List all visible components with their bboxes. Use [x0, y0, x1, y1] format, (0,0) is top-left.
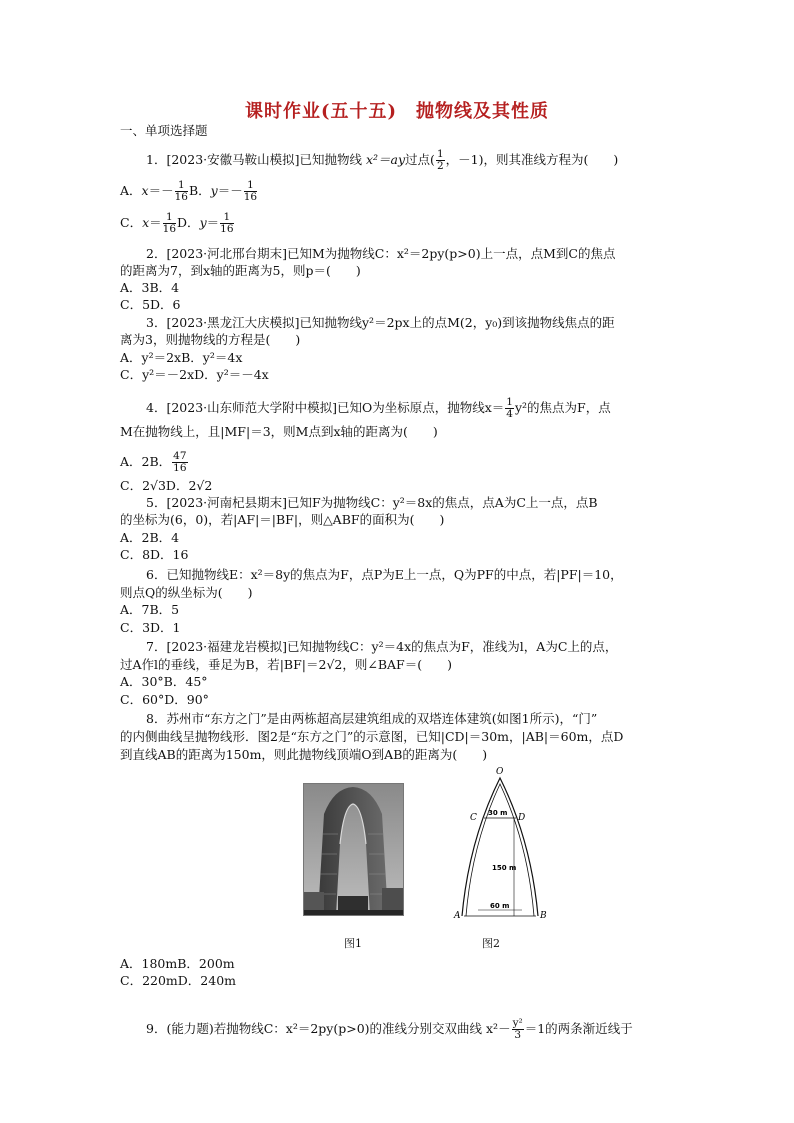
- figure-1-photo: [303, 783, 404, 916]
- question-7-line-1: 7．[2023·福建龙岩模拟]已知抛物线C：y²＝4x的焦点为F，准线为l，A为C上的点，: [146, 639, 618, 654]
- question-8-line-1: 8．苏州市“东方之门”是由两栋超高层建筑组成的双塔连体建筑(如图1所示)，“门”: [146, 711, 598, 726]
- question-4-line-2: M在抛物线上，且|MF|＝3，则M点到x轴的距离为( ): [120, 424, 438, 439]
- label-A: A: [454, 911, 461, 921]
- question-3-options-ab: A．y²＝2xB．y²＝4x: [120, 350, 243, 365]
- label-C: C: [470, 813, 477, 823]
- fraction: $\frac{1}{2}$: [436, 148, 444, 172]
- question-6-line-2: 则点Q的纵坐标为( ): [120, 585, 253, 600]
- label-D: D: [518, 813, 526, 823]
- question-8-line-2: 的内侧曲线呈抛物线形．图2是“东方之门”的示意图，已知|CD|＝30m，|AB|＝60m，点D: [120, 729, 624, 744]
- question-1-stem: 1．[2023·安徽马鞍山模拟]已知抛物线 x²＝ay过点( $\frac{1}{2}$ ，－1)，则其准线方程为( ): [146, 148, 619, 172]
- question-2-line-2: 的距离为7，到x轴的距离为5，则p＝( ): [120, 263, 361, 278]
- question-8-line-3: 到直线AB的距离为150m，则此抛物线顶端O到AB的距离为( ): [120, 747, 488, 762]
- question-5-options-ab: A．2B．4: [120, 530, 180, 545]
- question-7-options-cd: C．60°D．90°: [120, 692, 209, 707]
- question-8-options-ab: A．180mB．200m: [120, 956, 235, 971]
- page-title: 课时作业(五十五) 抛物线及其性质: [244, 101, 550, 122]
- question-1-options-ab: A．x＝－ $\frac{1}{16}$ B．y＝－ $\frac{1}{16}$: [120, 179, 258, 203]
- question-6-options-ab: A．7B．5: [120, 602, 180, 617]
- question-6-line-1: 6．已知抛物线E：x²＝8y的焦点为F，点P为E上一点，Q为PF的中点，若|PF|＝10，: [146, 567, 623, 582]
- question-4-options-ab: A．2B． $\frac{47}{16}$: [120, 450, 187, 474]
- question-5-line-2: 的坐标为(6，0)，若|AF|＝|BF|，则△ABF的面积为( ): [120, 512, 445, 527]
- fraction: $\frac{1}{16}$: [174, 179, 188, 203]
- question-7-line-2: 过A作l的垂线，垂足为B，若|BF|＝2√2，则∠BAF＝( ): [120, 657, 452, 672]
- label-cd-length: 30 m: [488, 809, 508, 817]
- figure-1-caption: 图1: [344, 937, 362, 950]
- fraction: $\frac{47}{16}$: [173, 450, 187, 474]
- figure-2-caption: 图2: [482, 937, 500, 950]
- parabola-diagram: [452, 766, 548, 926]
- label-B: B: [540, 911, 547, 921]
- question-3-line-1: 3．[2023·黑龙江大庆模拟]已知抛物线y²＝2px上的点M(2，y₀)到该抛物线焦点的距: [146, 315, 615, 330]
- figure-2-diagram: [452, 766, 548, 926]
- question-5-options-cd: C．8D．16: [120, 547, 189, 562]
- question-3-line-2: 离为3，则抛物线的方程是( ): [120, 332, 301, 347]
- label-O: O: [496, 767, 504, 777]
- fraction: $\frac{\text{y²}}{3}$: [512, 1017, 523, 1041]
- label-height: 150 m: [492, 864, 517, 872]
- question-3-options-cd: C．y²＝－2xD．y²＝－4x: [120, 367, 269, 382]
- question-9-line-1: 9．(能力题)若抛物线C：x²＝2py(p>0)的准线分别交双曲线 x²－ $\frac{\text{y²}}{3}$ ＝1的两条渐近线于: [146, 1017, 633, 1041]
- question-4-options-cd: C．2√3D．2√2: [120, 478, 213, 493]
- fraction: $\frac{1}{16}$: [220, 211, 234, 235]
- label-ab-length: 60 m: [490, 902, 510, 910]
- question-4-line-1: 4．[2023·山东师范大学附中模拟]已知O为坐标原点，抛物线x＝ $\frac{1}{4}$ y²的焦点为F，点: [146, 396, 611, 420]
- fraction: $\frac{1}{16}$: [243, 179, 258, 203]
- question-8-options-cd: C．220mD．240m: [120, 973, 237, 988]
- question-7-options-ab: A．30°B．45°: [120, 674, 208, 689]
- question-2-options-ab: A．3B．4: [120, 280, 180, 295]
- question-2-options-cd: C．5D．6: [120, 297, 181, 312]
- question-6-options-cd: C．3D．1: [120, 620, 181, 635]
- question-2-line-1: 2．[2023·河北邢台期末]已知M为抛物线C：x²＝2py(p>0)上一点，点M到C的焦点: [146, 246, 616, 261]
- section-heading: 一、单项选择题: [120, 123, 208, 138]
- fraction: $\frac{1}{16}$: [162, 211, 177, 235]
- question-5-line-1: 5．[2023·河南杞县期末]已知F为抛物线C：y²＝8x的焦点，点A为C上一点，点B: [146, 495, 598, 510]
- gate-building-illustration: [304, 784, 403, 915]
- fraction: $\frac{1}{4}$: [506, 396, 513, 420]
- question-1-options-cd: C．x＝ $\frac{1}{16}$ D．y＝ $\frac{1}{16}$: [120, 211, 234, 235]
